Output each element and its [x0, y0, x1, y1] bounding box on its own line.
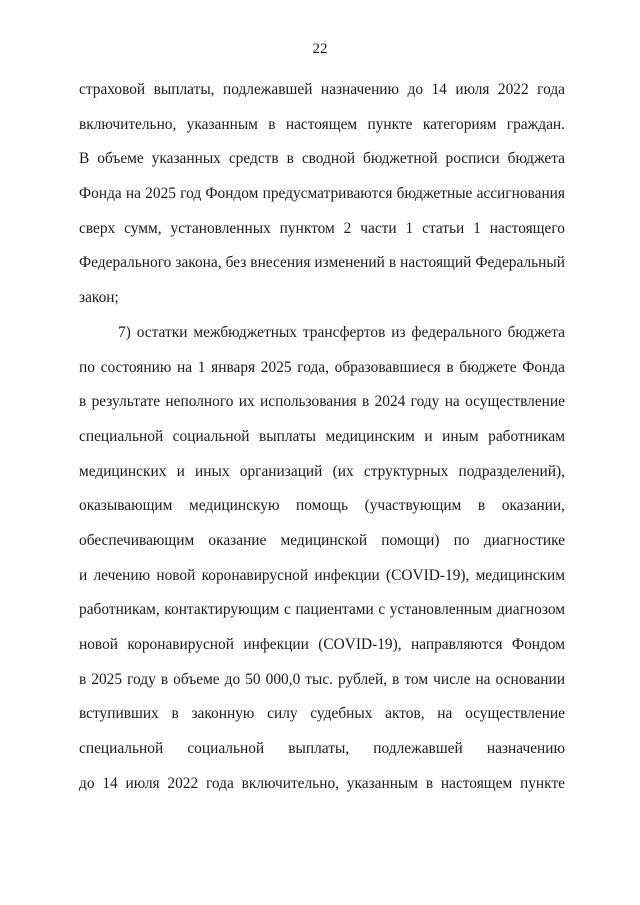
text-line: до 14 июля 2022 года включительно, указанным в настоящем пункте: [79, 774, 565, 792]
paragraph-item-7: [79, 316, 565, 802]
text-line: Фонда на 2025 год Фондом предусматриваются бюджетные ассигнования: [79, 185, 565, 203]
text-line: в результате неполного их использования в 2024 году на осуществление: [79, 393, 565, 411]
text-line: Федерального закона, без внесения изменений в настоящий Федеральный: [79, 254, 565, 272]
text-line: по состоянию на 1 января 2025 года, образовавшиеся в бюджете Фонда: [79, 358, 565, 376]
document-body: [79, 73, 565, 801]
text-line: включительно, указанным в настоящем пункте категориям граждан.: [79, 115, 565, 133]
text-line: вступивших в законную силу судебных актов, на осуществление: [79, 705, 565, 723]
text-line: специальной социальной выплаты медицинским и иным работникам: [79, 427, 565, 445]
text-line: закон;: [79, 289, 119, 307]
text-line: и лечению новой коронавирусной инфекции (COVID-19), медицинским: [79, 566, 565, 584]
paragraph-continuation: [79, 73, 565, 316]
text-line: специальной социальной выплаты, подлежавшей назначению: [79, 740, 565, 758]
text-line: работникам, контактирующим с пациентами с установленным диагнозом: [79, 601, 565, 619]
text-line: обеспечивающим оказание медицинской помощи) по диагностике: [79, 531, 565, 549]
text-line: В объеме указанных средств в сводной бюджетной росписи бюджета: [79, 150, 565, 168]
page-number: 22: [312, 41, 328, 57]
text-line: страховой выплаты, подлежавшей назначению до 14 июля 2022 года: [79, 81, 565, 98]
text-line: сверх сумм, установленных пунктом 2 части 1 статьи 1 настоящего: [79, 219, 565, 237]
text-line: 7) остатки межбюджетных трансфертов из федерального бюджета: [118, 323, 565, 341]
text-line: новой коронавирусной инфекции (COVID-19), направляются Фондом: [79, 636, 565, 653]
text-line: медицинских и иных организаций (их структурных подразделений),: [79, 462, 565, 480]
text-line: в 2025 году в объеме до 50 000,0 тыс. рублей, в том числе на основании: [79, 670, 565, 688]
text-line: оказывающим медицинскую помощь (участвующим в оказании,: [79, 497, 565, 515]
